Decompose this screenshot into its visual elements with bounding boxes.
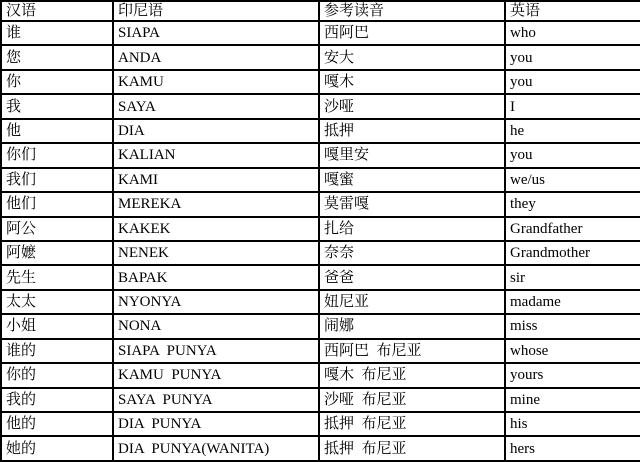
cell-chinese: 我的 [1,388,113,412]
cell-pronunciation: 嘎木 [319,70,505,94]
cell-pronunciation: 扎给 [319,217,505,241]
cell-indonesian: DIA [113,119,319,143]
cell-indonesian: DIA PUNYA(WANITA) [113,436,319,461]
cell-indonesian: DIA PUNYA [113,412,319,436]
cell-english: sir [505,265,640,289]
header-cell-chinese: 汉语 [1,1,113,21]
cell-pronunciation: 嘎蜜 [319,168,505,192]
cell-chinese: 太太 [1,290,113,314]
table-row [1,339,640,363]
cell-english: he [505,119,640,143]
cell-english: yours [505,363,640,387]
cell-pronunciation: 沙哑 布尼亚 [319,388,505,412]
cell-chinese: 先生 [1,265,113,289]
cell-indonesian: NYONYA [113,290,319,314]
table-row [1,168,640,192]
table-row [1,192,640,216]
table-row [1,436,640,461]
cell-chinese: 谁的 [1,339,113,363]
cell-chinese: 您 [1,45,113,69]
table-row [1,119,640,143]
table-row [1,290,640,314]
cell-pronunciation: 抵押 布尼亚 [319,436,505,461]
cell-pronunciation: 西阿巴 布尼亚 [319,339,505,363]
cell-chinese: 她的 [1,436,113,461]
cell-english: I [505,94,640,118]
table-row [1,217,640,241]
table-row [1,143,640,167]
cell-chinese: 阿公 [1,217,113,241]
header-cell-pronunciation: 参考读音 [319,1,505,21]
cell-indonesian: SAYA [113,94,319,118]
cell-indonesian: ANDA [113,45,319,69]
cell-indonesian: NENEK [113,241,319,265]
cell-pronunciation: 闹娜 [319,314,505,338]
cell-indonesian: KAMU [113,70,319,94]
cell-indonesian: SIAPA [113,21,319,45]
table-row [1,45,640,69]
cell-indonesian: SIAPA PUNYA [113,339,319,363]
cell-english: Grandmother [505,241,640,265]
cell-chinese: 他的 [1,412,113,436]
cell-english: we/us [505,168,640,192]
cell-english: you [505,143,640,167]
table-row [1,314,640,338]
table-row [1,241,640,265]
cell-english: mine [505,388,640,412]
cell-chinese: 阿嬷 [1,241,113,265]
cell-english: whose [505,339,640,363]
cell-chinese: 小姐 [1,314,113,338]
cell-chinese: 我 [1,94,113,118]
cell-indonesian: KAKEK [113,217,319,241]
cell-english: madame [505,290,640,314]
cell-pronunciation: 西阿巴 [319,21,505,45]
cell-english: his [505,412,640,436]
cell-chinese: 你们 [1,143,113,167]
table-row [1,363,640,387]
cell-indonesian: MEREKA [113,192,319,216]
cell-chinese: 你 [1,70,113,94]
cell-indonesian: KALIAN [113,143,319,167]
cell-pronunciation: 莫雷嘎 [319,192,505,216]
cell-pronunciation: 奈奈 [319,241,505,265]
table-row [1,70,640,94]
table-row [1,412,640,436]
header-cell-indonesian: 印尼语 [113,1,319,21]
cell-indonesian: NONA [113,314,319,338]
header-cell-english: 英语 [505,1,640,21]
cell-chinese: 你的 [1,363,113,387]
cell-pronunciation: 妞尼亚 [319,290,505,314]
cell-chinese: 谁 [1,21,113,45]
cell-chinese: 他们 [1,192,113,216]
cell-pronunciation: 抵押 布尼亚 [319,412,505,436]
cell-indonesian: KAMI [113,168,319,192]
cell-pronunciation: 安大 [319,45,505,69]
cell-pronunciation: 爸爸 [319,265,505,289]
cell-indonesian: BAPAK [113,265,319,289]
cell-english: Grandfather [505,217,640,241]
header-row [1,1,640,21]
cell-chinese: 他 [1,119,113,143]
cell-pronunciation: 嘎里安 [319,143,505,167]
cell-pronunciation: 沙哑 [319,94,505,118]
cell-chinese: 我们 [1,168,113,192]
cell-indonesian: KAMU PUNYA [113,363,319,387]
table-row [1,21,640,45]
cell-pronunciation: 嘎木 布尼亚 [319,363,505,387]
cell-english: hers [505,436,640,461]
cell-english: who [505,21,640,45]
table-row [1,265,640,289]
cell-indonesian: SAYA PUNYA [113,388,319,412]
cell-english: you [505,45,640,69]
cell-english: you [505,70,640,94]
table-row [1,94,640,118]
table-body [1,21,640,461]
cell-pronunciation: 抵押 [319,119,505,143]
table-row [1,388,640,412]
cell-english: miss [505,314,640,338]
cell-english: they [505,192,640,216]
